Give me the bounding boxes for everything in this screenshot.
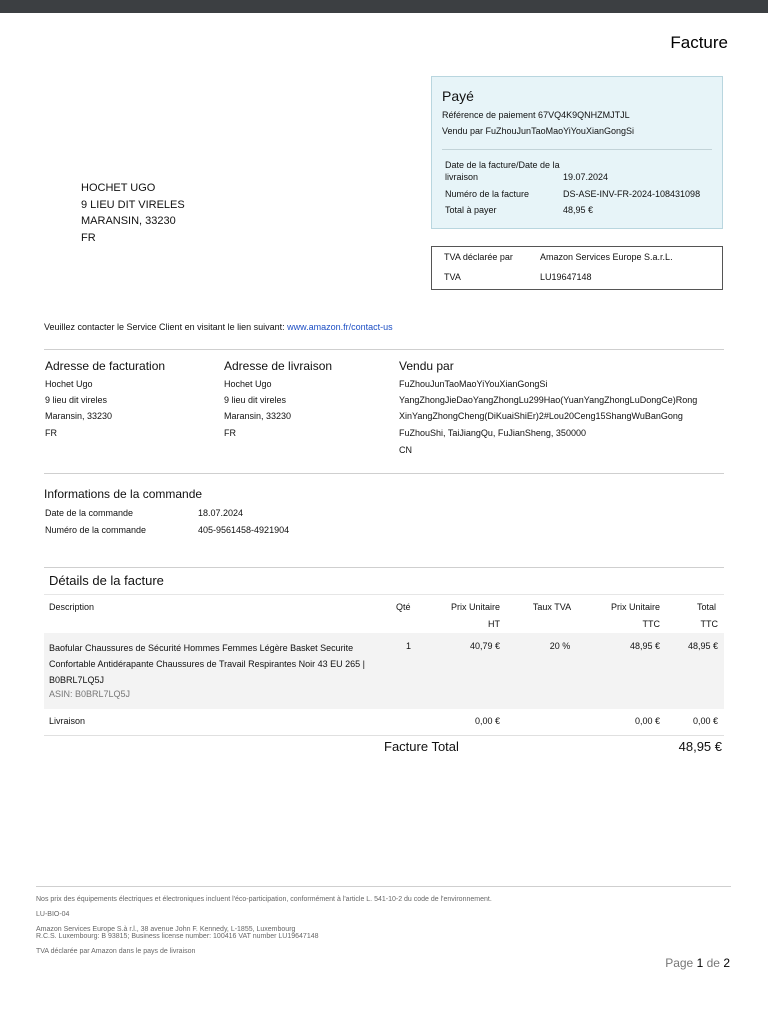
- invoice-total-value: 48,95 €: [678, 739, 722, 754]
- item-total-ttc: 48,95 €: [687, 641, 718, 651]
- sold-by-line: FuZhouJunTaoMaoYiYouXianGongSi: [399, 379, 548, 389]
- page-number: [665, 956, 730, 970]
- footer-eco-note: Nos prix des équipements électriques et électroniques incluent l'éco-participation, conformément à l'article L. 541-10-2 du code de l'environnement.: [36, 896, 492, 903]
- page-current: 1: [696, 956, 704, 970]
- customer-address: [81, 180, 185, 246]
- footer-company-2: R.C.S. Luxembourg: B 93815; Business license number: 100416 VAT number LU19647148: [36, 933, 319, 940]
- invoice-date-label: Date de la facture/Date de la livraison: [445, 160, 560, 182]
- vat-number-value: LU19647148: [540, 272, 592, 282]
- customer-country: FR: [81, 231, 96, 244]
- customer-name: HOCHET UGO: [81, 182, 156, 194]
- sold-by-heading: Vendu par: [399, 359, 454, 373]
- payment-reference: Référence de paiement 67VQ4K9QNHZMJTJL: [442, 110, 630, 120]
- col-unit-ht: Prix Unitaire: [450, 602, 500, 612]
- footer-vat-note: TVA déclarée par Amazon dans le pays de livraison: [36, 948, 196, 955]
- page-title: Facture: [670, 33, 728, 52]
- divider: [44, 594, 724, 595]
- sold-by-line: CN: [399, 445, 412, 455]
- sold-by-line: YangZhongJieDaoYangZhongLu299Hao(YuanYangZhongLuDongCe)Rong: [399, 395, 698, 405]
- item-description: Baofular Chaussures de Sécurité Hommes Femmes Légère Basket Securite Confortable Antidérapante Chaussures de Travail Respirantes Noir 43 EU 265 | B0BRL7LQ5J: [49, 643, 366, 685]
- billing-line: FR: [45, 428, 57, 438]
- billing-line: Hochet Ugo: [45, 379, 93, 389]
- delivery-line: Hochet Ugo: [224, 379, 272, 389]
- invoice-number-value: DS-ASE-INV-FR-2024-108431098: [563, 189, 701, 199]
- sold-by-line: XinYangZhongCheng(DiKuaiShiEr)2#Lou20Ceng15ShangWuBanGong: [399, 411, 683, 421]
- total-due-value: 48,95 €: [563, 205, 594, 215]
- col-unit-ttc-sub: TTC: [642, 619, 660, 629]
- details-heading: Détails de la facture: [49, 573, 164, 588]
- item-unit-ttc: 48,95 €: [629, 641, 660, 651]
- item-unit-ht: 40,79 €: [469, 641, 500, 651]
- sold-by-line: FuZhouShi, TaiJiangQu, FuJianSheng, 350000: [399, 428, 586, 438]
- item-qty: 1: [406, 641, 412, 651]
- divider: [44, 735, 724, 736]
- payment-seller: Vendu par FuZhouJunTaoMaoYiYouXianGongSi: [442, 126, 634, 136]
- divider: [44, 567, 724, 568]
- invoice-total-label: Facture Total: [384, 739, 459, 754]
- footer-company-1: Amazon Services Europe S.à r.l., 38 avenue John F. Kennedy, L-1855, Luxembourg: [36, 926, 296, 933]
- top-bar: [0, 0, 768, 13]
- contact-text: Veuillez contacter le Service Client en visitant le lien suivant:: [44, 322, 285, 332]
- billing-heading: Adresse de facturation: [45, 359, 166, 373]
- invoice-date-value: 19.07.2024: [563, 172, 609, 182]
- billing-line: 9 lieu dit vireles: [45, 395, 108, 405]
- item-asin: ASIN: B0BRL7LQ5J: [49, 689, 131, 699]
- col-description: Description: [49, 602, 95, 612]
- billing-line: Maransin, 33230: [45, 411, 113, 421]
- order-number-value: 405-9561458-4921904: [198, 525, 290, 535]
- divider: [36, 886, 731, 887]
- divider: [44, 473, 724, 474]
- payment-status: Payé: [442, 88, 474, 104]
- col-unit-ht-sub: HT: [488, 619, 500, 629]
- delivery-line: 9 lieu dit vireles: [224, 395, 287, 405]
- col-unit-ttc: Prix Unitaire: [610, 602, 660, 612]
- shipping-total-ttc: 0,00 €: [692, 716, 718, 726]
- vat-declared-value: Amazon Services Europe S.a.r.L.: [540, 252, 673, 262]
- vat-number-label: TVA: [444, 272, 461, 282]
- vat-box: [431, 246, 723, 290]
- shipping-unit-ht: 0,00 €: [474, 716, 500, 726]
- col-total-sub: TTC: [700, 619, 718, 629]
- total-due-label: Total à payer: [445, 205, 497, 215]
- page-prefix: Page: [665, 956, 694, 970]
- delivery-line: Maransin, 33230: [224, 411, 292, 421]
- page-total: 2: [723, 956, 730, 970]
- invoice-number-label: Numéro de la facture: [445, 189, 530, 199]
- page-sep: de: [706, 956, 720, 970]
- item-vat-rate: 20 %: [549, 641, 571, 651]
- shipping-unit-ttc: 0,00 €: [634, 716, 660, 726]
- contact-line: [44, 322, 393, 332]
- col-qty: Qté: [396, 602, 411, 612]
- divider: [44, 349, 724, 350]
- contact-link[interactable]: www.amazon.fr/contact-us: [287, 322, 393, 332]
- delivery-line: FR: [224, 428, 236, 438]
- order-date-label: Date de la commande: [45, 508, 134, 518]
- col-total: Total: [696, 602, 716, 612]
- delivery-heading: Adresse de livraison: [224, 359, 333, 373]
- shipping-label: Livraison: [49, 716, 86, 726]
- divider: [442, 149, 712, 150]
- payment-summary-box: [431, 76, 723, 229]
- customer-street: 9 LIEU DIT VIRELES: [81, 198, 185, 211]
- vat-declared-label: TVA déclarée par: [444, 252, 513, 262]
- footer-code: LU-BIO-04: [36, 911, 70, 918]
- order-date-value: 18.07.2024: [198, 508, 244, 518]
- col-vat-rate: Taux TVA: [532, 602, 572, 612]
- order-info-heading: Informations de la commande: [44, 487, 203, 501]
- order-number-label: Numéro de la commande: [45, 525, 147, 535]
- customer-city: MARANSIN, 33230: [81, 215, 176, 227]
